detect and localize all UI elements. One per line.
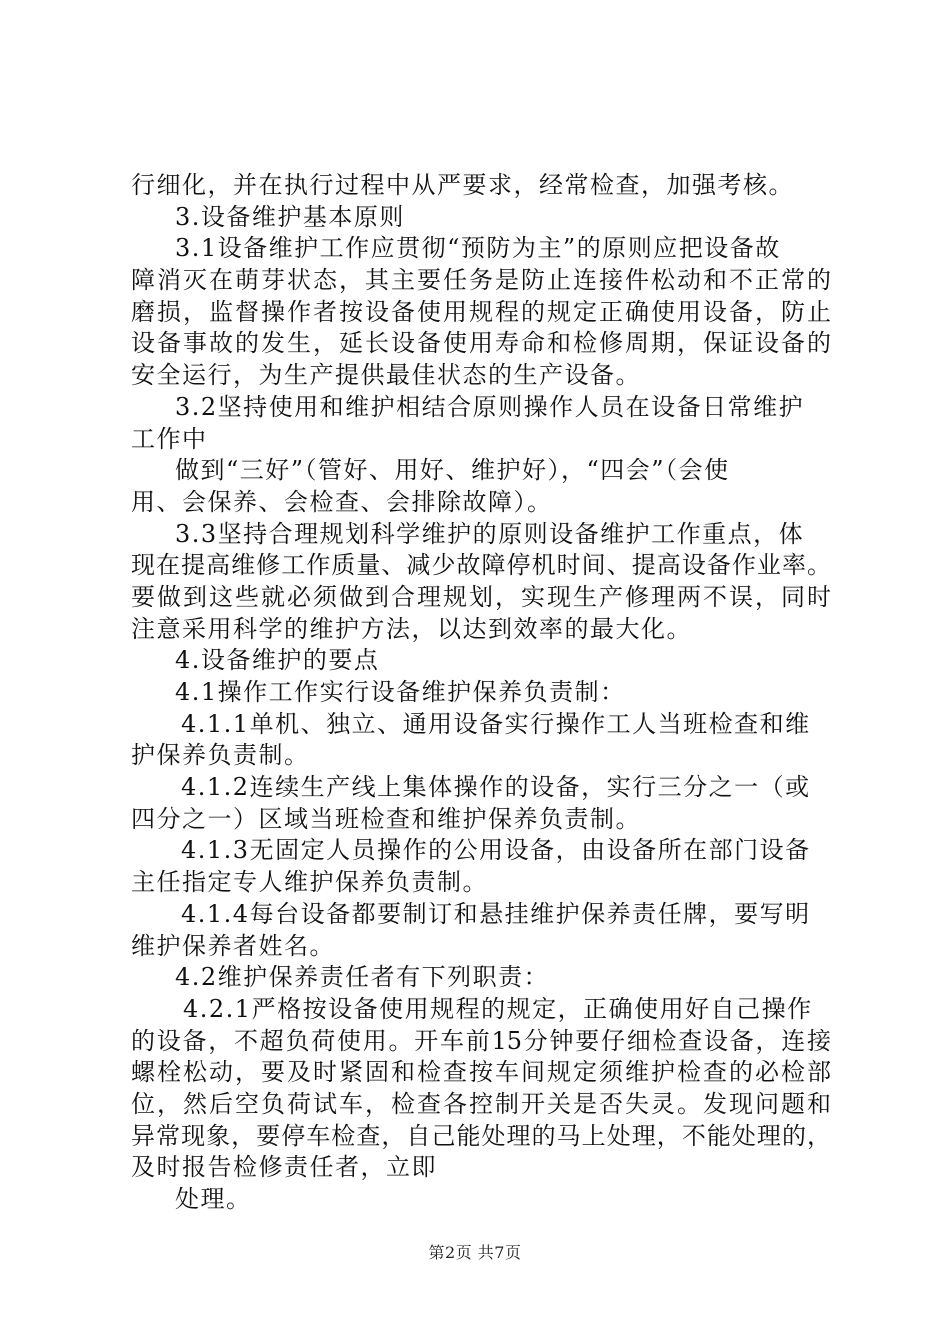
text-line: 3.1设备维护工作应贯彻“预防为主”的原则应把设备故 — [175, 234, 781, 263]
text-line: 4.2.1严格按设备使用规程的规定，正确使用好自己操作 — [183, 994, 813, 1023]
text-line: 3.3坚持合理规划科学维护的原则设备维护工作重点，体 — [175, 519, 805, 548]
text-line: 要做到这些就必须做到合理规划，实现生产修理两不误，同时 — [131, 582, 831, 611]
text-line: 4.1.2连续生产线上集体操作的设备，实行三分之一（或 — [181, 773, 811, 802]
text-line: 安全运行，为生产提供最佳状态的生产设备。 — [131, 361, 641, 390]
text-line: 障消灭在萌芽状态，其主要任务是防止连接件松动和不正常的 — [131, 266, 831, 295]
text-line: 工作中 — [131, 424, 208, 453]
text-line: 的设备，不超负荷使用。开车前15分钟要仔细检查设备，连接 — [131, 1026, 831, 1055]
text-line: 主任指定专人维护保养负责制。 — [131, 868, 488, 897]
text-line: 4.1.4每台设备都要制订和悬挂维护保养责任牌，要写明 — [181, 899, 811, 928]
text-line: 护保养负责制。 — [131, 741, 310, 770]
text-line: 螺栓松动，要及时紧固和检查按车间规定须维护检查的必检部 — [131, 1058, 831, 1087]
text-line: 位，然后空负荷试车，检查各控制开关是否失灵。发现问题和 — [131, 1089, 831, 1118]
text-line: 及时报告检修责任者，立即 — [131, 1153, 437, 1182]
text-line: 维护保养者姓名。 — [131, 931, 335, 960]
body-text — [131, 170, 831, 1216]
section-heading: 3.设备维护基本原则 — [175, 202, 405, 231]
text-line: 4.2维护保养责任者有下列职责： — [175, 963, 550, 992]
text-line: 4.1.3无固定人员操作的公用设备，由设备所在部门设备 — [181, 836, 811, 865]
text-line: 设备事故的发生，延长设备使用寿命和检修周期，保证设备的 — [131, 329, 831, 358]
text-line: 3.2坚持使用和维护相结合原则操作人员在设备日常维护 — [175, 392, 805, 421]
text-line: 用、会保养、会检查、会排除故障）。 — [131, 487, 553, 516]
text-line: 做到“三好”（管好、用好、维护好），“四会”（会使 — [175, 456, 730, 485]
page-number: 第2页 共7页 — [428, 1243, 522, 1262]
text-line: 注意采用科学的维护方法，以达到效率的最大化。 — [131, 614, 692, 643]
text-line: 4.1.1单机、独立、通用设备实行操作工人当班检查和维 — [181, 709, 811, 738]
text-line: 行细化，并在执行过程中从严要求，经常检查，加强考核。 — [131, 171, 794, 199]
text-line: 磨损，监督操作者按设备使用规程的规定正确使用设备，防止 — [131, 297, 831, 326]
text-line: 现在提高维修工作质量、减少故障停机时间、提高设备作业率。 — [131, 551, 831, 580]
section-heading: 4.设备维护的要点 — [175, 646, 380, 675]
text-line: 异常现象，要停车检查，自己能处理的马上处理，不能处理的， — [131, 1121, 831, 1150]
text-line: 4.1操作工作实行设备维护保养负责制： — [175, 678, 626, 706]
text-line: 四分之一）区域当班检查和维护保养负责制。 — [131, 804, 641, 833]
page-footer — [0, 1240, 950, 1263]
text-line: 处理。 — [175, 1185, 252, 1213]
